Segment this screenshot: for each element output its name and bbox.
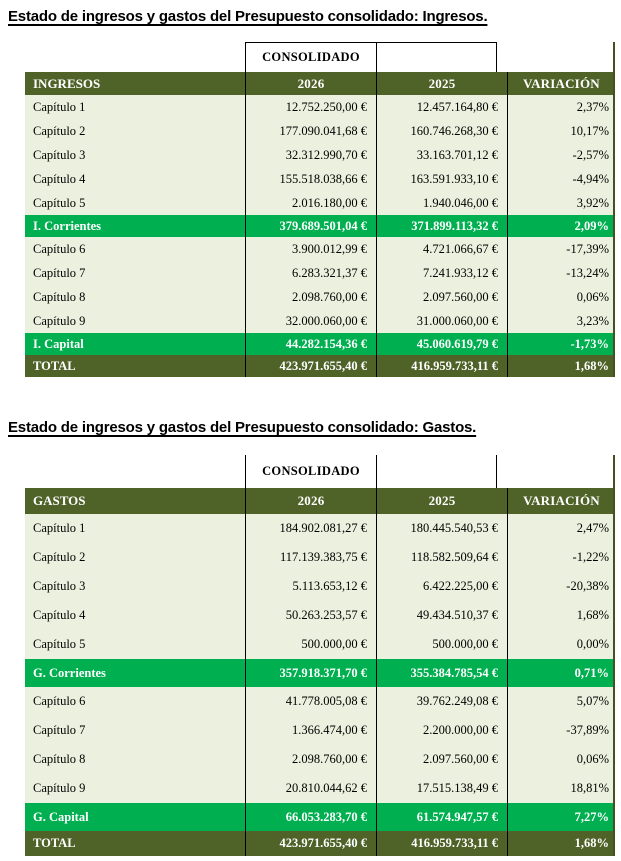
amount-2026-cell: 32.000.060,00 € <box>245 309 376 333</box>
variation-cell: 0,06% <box>507 285 615 309</box>
row-label-cell: Capítulo 1 <box>33 521 86 535</box>
amount-2026-cell: 5.113.653,12 € <box>245 572 376 601</box>
table-row <box>25 572 613 601</box>
row-label-cell: Capítulo 2 <box>33 550 86 564</box>
variation-cell: 3,23% <box>507 309 615 333</box>
amount-2025-cell: 7.241.933,12 € <box>376 261 507 285</box>
amount-2025-cell: 371.899.113,32 € <box>376 215 507 237</box>
row-label-cell: Capítulo 1 <box>33 99 86 114</box>
subtotal-row <box>25 215 613 237</box>
amount-2025-cell: 61.574.947,57 € <box>376 803 507 831</box>
variation-cell: 5,07% <box>507 687 615 716</box>
amount-2026-cell: 44.282.154,36 € <box>245 333 376 355</box>
amount-2026-cell: 2.098.760,00 € <box>245 285 376 309</box>
variation-cell: -2,57% <box>507 143 615 167</box>
row-label-cell: Capítulo 6 <box>33 241 86 256</box>
row-label-cell: Capítulo 7 <box>33 723 86 737</box>
table-row <box>25 630 613 659</box>
amount-2026-cell: 41.778.005,08 € <box>245 687 376 716</box>
row-label-cell: G. Capital <box>33 809 89 824</box>
amount-2026-cell: 155.518.038,66 € <box>245 167 376 191</box>
table-row <box>25 119 613 143</box>
amount-2025-cell: 500.000,00 € <box>376 630 507 659</box>
row-label-cell: Capítulo 3 <box>33 147 86 162</box>
subtotal-row <box>25 803 613 831</box>
amount-2025-cell: 416.959.733,11 € <box>376 831 507 856</box>
table-row <box>25 601 613 630</box>
consolidado-empty-cell <box>376 455 497 488</box>
variation-cell: -20,38% <box>507 572 615 601</box>
row-label-cell: TOTAL <box>33 836 76 850</box>
amount-2025-cell: 2.097.560,00 € <box>376 285 507 309</box>
amount-2025-cell: 180.445.540,53 € <box>376 514 507 543</box>
amount-2025-cell: 1.940.046,00 € <box>376 191 507 215</box>
amount-2026-cell: 50.263.253,57 € <box>245 601 376 630</box>
column-header-gastos: GASTOS <box>33 493 86 508</box>
row-label-cell: Capítulo 4 <box>33 171 86 186</box>
variation-cell: 18,81% <box>507 774 615 803</box>
amount-2026-cell: 423.971.655,40 € <box>245 831 376 856</box>
amount-2025-cell: 4.721.066,67 € <box>376 237 507 261</box>
column-header-row <box>25 488 613 514</box>
variation-cell: -37,89% <box>507 716 615 745</box>
variation-cell: 2,37% <box>507 95 615 119</box>
variation-cell: 1,68% <box>507 601 615 630</box>
amount-2026-cell: 357.918.371,70 € <box>245 659 376 687</box>
amount-2026-cell: 177.090.041,68 € <box>245 119 376 143</box>
row-label-cell: Capítulo 8 <box>33 289 86 304</box>
table-row <box>25 95 613 119</box>
amount-2025-cell: 355.384.785,54 € <box>376 659 507 687</box>
amount-2025-cell: 6.422.225,00 € <box>376 572 507 601</box>
amount-2026-cell: 184.902.081,27 € <box>245 514 376 543</box>
amount-2026-cell: 12.752.250,00 € <box>245 95 376 119</box>
variation-cell: 0,06% <box>507 745 615 774</box>
consolidado-label-cell: CONSOLIDADO <box>245 455 376 488</box>
amount-2025-cell: 160.746.268,30 € <box>376 119 507 143</box>
consolidado-empty-cell <box>376 42 497 72</box>
row-label-cell: Capítulo 4 <box>33 608 86 622</box>
row-label-cell: Capítulo 8 <box>33 752 86 766</box>
consolidado-group-header-row <box>25 42 613 72</box>
column-header-row <box>25 72 613 95</box>
row-label-cell: Capítulo 3 <box>33 579 86 593</box>
consolidado-label-cell: CONSOLIDADO <box>245 42 376 72</box>
variation-cell: -17,39% <box>507 237 615 261</box>
section-title-ingresos: Estado de ingresos y gastos del Presupuesto consolidado: Ingresos. <box>8 8 488 25</box>
variation-cell: -1,73% <box>507 333 615 355</box>
table-row <box>25 514 613 543</box>
row-label-cell: I. Capital <box>33 336 84 351</box>
row-label-cell: Capítulo 7 <box>33 265 86 280</box>
amount-2025-cell: 2.097.560,00 € <box>376 745 507 774</box>
column-header-variacion: VARIACIÓN <box>507 488 615 514</box>
amount-2025-cell: 12.457.164,80 € <box>376 95 507 119</box>
gastos-table-body <box>25 514 613 856</box>
table-row <box>25 716 613 745</box>
gastos-table <box>25 455 615 856</box>
column-header-2026: 2026 <box>245 72 376 95</box>
amount-2026-cell: 32.312.990,70 € <box>245 143 376 167</box>
ingresos-table <box>25 42 615 377</box>
amount-2026-cell: 20.810.044,62 € <box>245 774 376 803</box>
variation-cell: 0,71% <box>507 659 615 687</box>
table-row <box>25 261 613 285</box>
ingresos-table-body <box>25 95 613 377</box>
amount-2026-cell: 379.689.501,04 € <box>245 215 376 237</box>
amount-2026-cell: 2.098.760,00 € <box>245 745 376 774</box>
table-row <box>25 309 613 333</box>
amount-2025-cell: 118.582.509,64 € <box>376 543 507 572</box>
total-row <box>25 355 613 377</box>
column-header-2025: 2025 <box>376 72 507 95</box>
variation-cell: -13,24% <box>507 261 615 285</box>
amount-2026-cell: 2.016.180,00 € <box>245 191 376 215</box>
amount-2026-cell: 423.971.655,40 € <box>245 355 376 377</box>
table-row <box>25 285 613 309</box>
variation-cell: 2,09% <box>507 215 615 237</box>
table-row <box>25 745 613 774</box>
amount-2025-cell: 416.959.733,11 € <box>376 355 507 377</box>
row-label-cell: I. Corrientes <box>33 218 102 233</box>
amount-2025-cell: 49.434.510,37 € <box>376 601 507 630</box>
subtotal-row <box>25 659 613 687</box>
row-label-cell: Capítulo 9 <box>33 313 86 328</box>
table-row <box>25 774 613 803</box>
variation-cell: 0,00% <box>507 630 615 659</box>
variation-cell: 1,68% <box>507 355 615 377</box>
row-label-cell: TOTAL <box>33 358 76 373</box>
row-label-cell: Capítulo 5 <box>33 637 86 651</box>
row-label-cell: Capítulo 2 <box>33 123 86 138</box>
section-title-gastos: Estado de ingresos y gastos del Presupuesto consolidado: Gastos. <box>8 419 477 436</box>
amount-2025-cell: 163.591.933,10 € <box>376 167 507 191</box>
amount-2025-cell: 45.060.619,79 € <box>376 333 507 355</box>
amount-2025-cell: 33.163.701,12 € <box>376 143 507 167</box>
variation-cell: 1,68% <box>507 831 615 856</box>
variation-cell: 7,27% <box>507 803 615 831</box>
amount-2026-cell: 500.000,00 € <box>245 630 376 659</box>
row-label-cell: Capítulo 5 <box>33 195 86 210</box>
variation-cell: -1,22% <box>507 543 615 572</box>
column-header-2025: 2025 <box>376 488 507 514</box>
table-row <box>25 237 613 261</box>
column-header-ingresos: INGRESOS <box>33 75 101 91</box>
variation-cell: -4,94% <box>507 167 615 191</box>
table-row <box>25 143 613 167</box>
amount-2026-cell: 6.283.321,37 € <box>245 261 376 285</box>
amount-2025-cell: 17.515.138,49 € <box>376 774 507 803</box>
table-row <box>25 543 613 572</box>
row-label-cell: G. Corrientes <box>33 665 106 680</box>
amount-2026-cell: 66.053.283,70 € <box>245 803 376 831</box>
amount-2025-cell: 2.200.000,00 € <box>376 716 507 745</box>
variation-cell: 10,17% <box>507 119 615 143</box>
subtotal-row <box>25 333 613 355</box>
table-row <box>25 191 613 215</box>
total-row <box>25 831 613 856</box>
column-header-variacion: VARIACIÓN <box>507 72 615 95</box>
table-row <box>25 687 613 716</box>
amount-2025-cell: 31.000.060,00 € <box>376 309 507 333</box>
column-header-2026: 2026 <box>245 488 376 514</box>
row-label-cell: Capítulo 6 <box>33 694 86 708</box>
variation-cell: 3,92% <box>507 191 615 215</box>
variation-cell: 2,47% <box>507 514 615 543</box>
amount-2026-cell: 117.139.383,75 € <box>245 543 376 572</box>
amount-2026-cell: 1.366.474,00 € <box>245 716 376 745</box>
table-row <box>25 167 613 191</box>
row-label-cell: Capítulo 9 <box>33 781 86 795</box>
amount-2025-cell: 39.762.249,08 € <box>376 687 507 716</box>
consolidado-group-header-row <box>25 455 613 488</box>
amount-2026-cell: 3.900.012,99 € <box>245 237 376 261</box>
